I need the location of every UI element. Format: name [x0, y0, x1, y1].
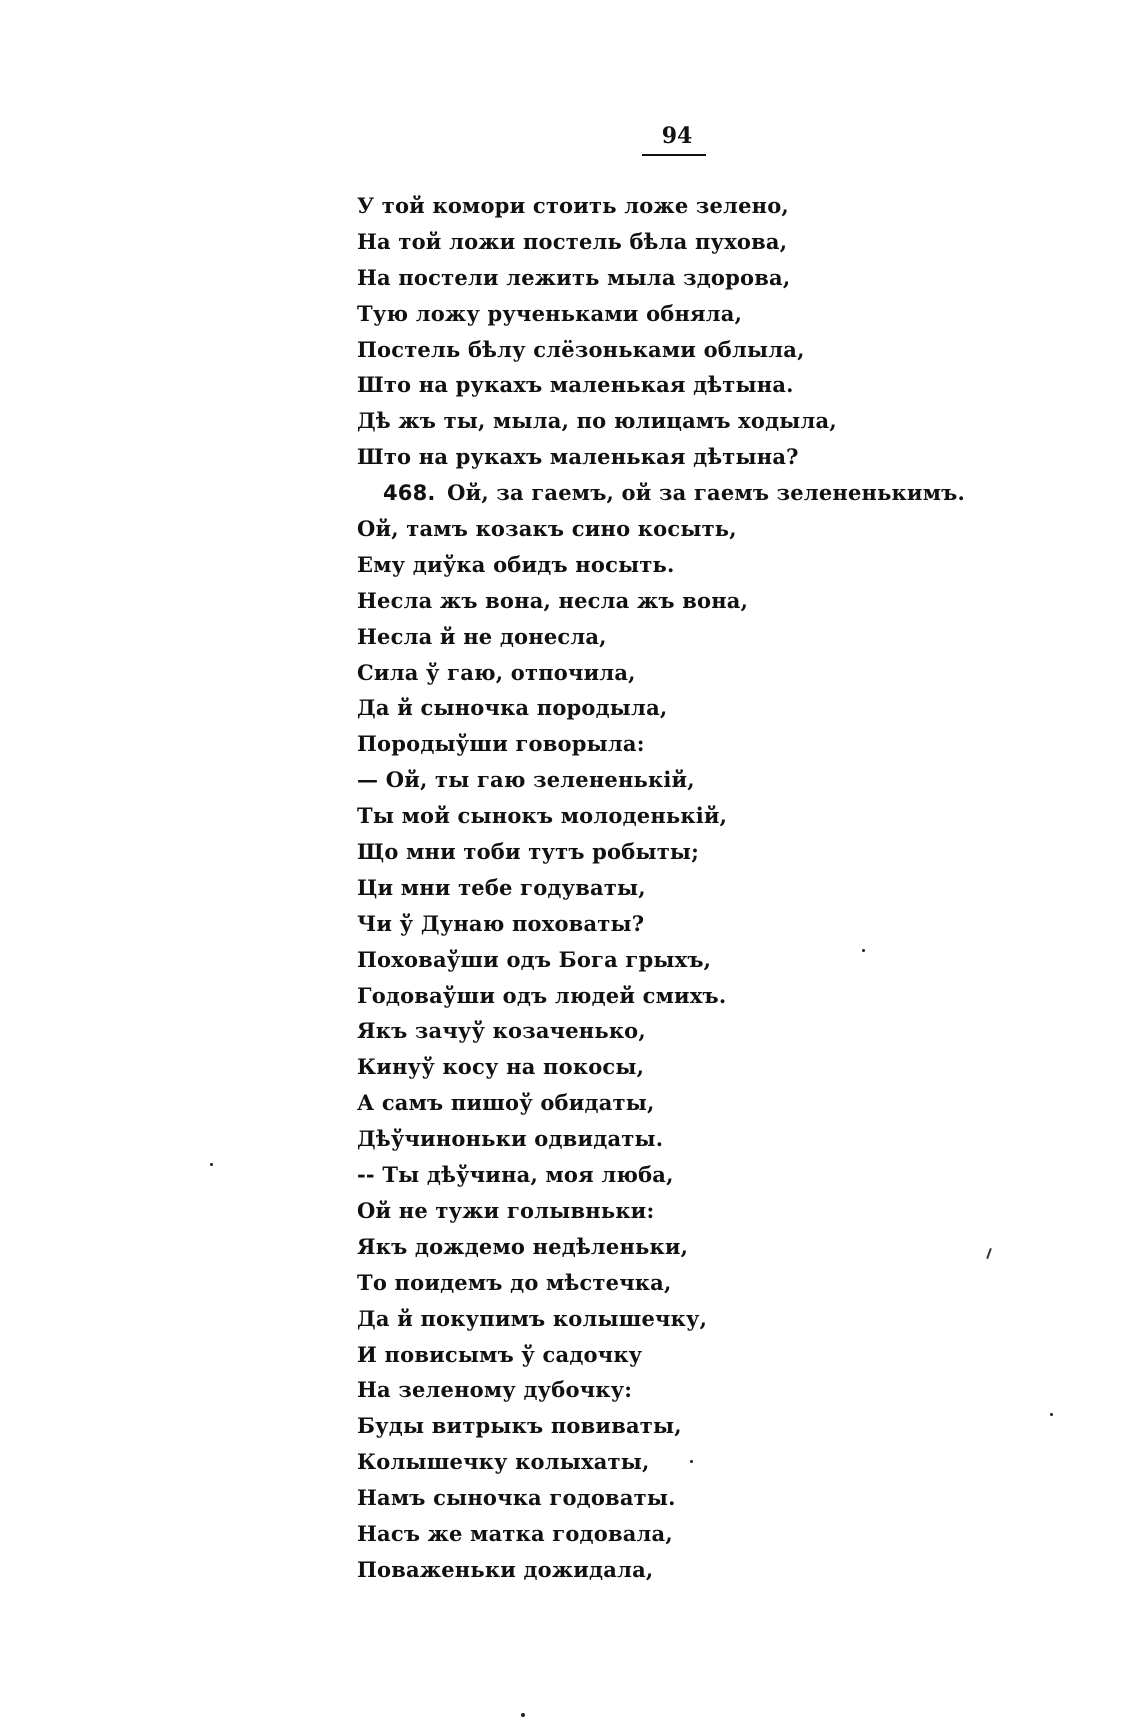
poem-line: Ему диўка обидъ носыть. — [357, 551, 675, 577]
poem-text — [357, 188, 997, 1588]
song-number: 468. — [383, 481, 436, 506]
poem-line: Да й покупимъ колышечку, — [357, 1305, 708, 1331]
poem-line: Дѣўчиноньки одвидаты. — [357, 1126, 664, 1152]
poem-line: Що мни тоби тутъ робыты; — [357, 839, 700, 865]
song-heading-line — [357, 475, 997, 511]
poem-line: Да й сыночка породыла, — [357, 695, 668, 721]
poem-line: Якъ зачуў козаченько, — [357, 1018, 646, 1044]
poem-line: Колышечку колыхаты, — [357, 1449, 650, 1475]
poem-line: На той ложи постель бѣла пухова, — [357, 228, 788, 254]
poem-line: И повисымъ ў садочку — [357, 1341, 643, 1367]
poem-line: — Ой, ты гаю зелененькій, — [357, 767, 695, 793]
poem-line: Буды витрыкъ повиваты, — [357, 1413, 682, 1439]
poem-line: Якъ дождемо недѣленьки, — [357, 1233, 689, 1259]
scan-speck — [862, 949, 865, 952]
poem-line: Ой, за гаемъ, ой за гаемъ зелененькимъ. — [447, 480, 965, 506]
poem-line: Насъ же матка годовала, — [357, 1520, 673, 1546]
poem-line: Што на рукахъ маленькая дѣтына? — [357, 444, 799, 470]
poem-line: Тую ложу рученьками обняла, — [357, 300, 743, 326]
poem-line: Породыўши говорыла: — [357, 731, 645, 757]
scan-speck — [521, 1713, 525, 1717]
poem-line: Ой, тамъ козакъ сино косыть, — [357, 516, 737, 542]
poem-line: Чи ў Дунаю поховаты? — [357, 910, 645, 936]
poem-line: Ты мой сынокъ молоденькій, — [357, 803, 728, 829]
scan-speck — [210, 1163, 213, 1166]
scan-speck — [690, 1460, 693, 1463]
poem-line: Поховаўши одъ Бога грыхъ, — [357, 946, 712, 972]
poem-line: Постель бѣлу слёзоньками облыла, — [357, 336, 805, 362]
poem-line: Несла й не донесла, — [357, 623, 607, 649]
poem-line: Поваженьки дожидала, — [357, 1556, 654, 1582]
poem-line: То поидемъ до мѣстечка, — [357, 1269, 672, 1295]
scan-speck — [1050, 1413, 1053, 1416]
page-number-underline — [642, 154, 706, 156]
poem-line: Ой не тужи голывньки: — [357, 1197, 655, 1223]
poem-line: У той комори стоить ложе зелено, — [357, 193, 789, 218]
poem-line: На постели лежить мыла здорова, — [357, 264, 791, 290]
poem-line: Годоваўши одъ людей смихъ. — [357, 982, 727, 1008]
poem-line: Сила ў гаю, отпочила, — [357, 659, 636, 685]
poem-line: -- Ты дѣўчина, моя люба, — [357, 1162, 674, 1188]
page-number-wrap — [642, 123, 712, 149]
poem-line: Намъ сыночка годоваты. — [357, 1485, 676, 1511]
poem-line: Несла жъ вона, несла жъ вона, — [357, 587, 749, 613]
poem-line: Кинуў косу на покосы, — [357, 1054, 645, 1080]
poem-line: А самъ пишоў обидаты, — [357, 1090, 655, 1116]
poem-line: На зеленому дубочку: — [357, 1377, 633, 1403]
page-number: 94 — [661, 123, 693, 149]
poem-line: Ци мни тебе годуваты, — [357, 874, 646, 900]
poem-line: Што на рукахъ маленькая дѣтына. — [357, 372, 794, 398]
poem-line: Дѣ жъ ты, мыла, по юлицамъ ходыла, — [357, 408, 837, 434]
